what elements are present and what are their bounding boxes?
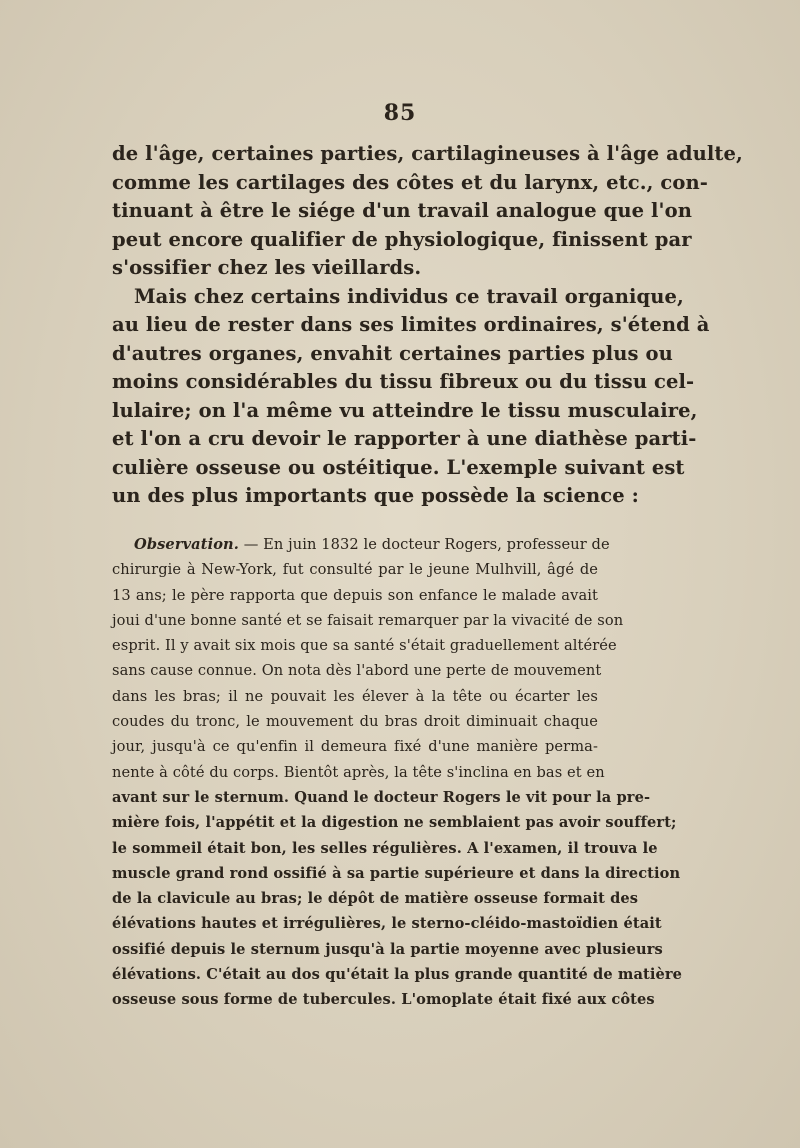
text-line: coudes du tronc, le mouvement du bras droit diminuait chaque (112, 713, 598, 731)
text-line: s'ossifier chez les vieillards. (112, 256, 422, 279)
text-line: osseuse sous forme de tubercules. L'omoplate était fixé aux côtes (112, 991, 655, 1009)
text-line: le sommeil était bon, les selles régulières. A l'examen, il trouva le (112, 839, 658, 857)
page-number: 85 (383, 100, 417, 126)
text-line: élévations hautes et irrégulières, le sterno-cléido-mastoïdien était (112, 915, 662, 933)
observation-title: Observation. (134, 536, 239, 553)
text-line: peut encore qualifier de physiologique, finissent par (112, 227, 692, 251)
text-line: jour, jusqu'à ce qu'enfin il demeura fixé d'une manière perma- (112, 738, 598, 756)
text-line: avant sur le sternum. Quand le docteur Rogers le vit pour la pre- (112, 788, 651, 806)
text-line: nente à côté du corps. Bientôt après, la tête s'inclina en bas et en (112, 763, 605, 781)
text-line: Mais chez certains individus ce travail organique, (134, 284, 684, 308)
paragraph-1 (112, 140, 743, 283)
text-line: dans les bras; il ne pouvait les élever à la tête ou écarter les (112, 687, 598, 705)
text-line: joui d'une bonne santé et se faisait remarquer par la vivacité de son (112, 611, 624, 629)
text-line: muscle grand rond ossifié à sa partie supérieure et dans la direction (112, 864, 681, 882)
main-text (112, 140, 743, 511)
text-line: 13 ans; le père rapporta que depuis son enfance le malade avait (112, 586, 598, 604)
text-line: sans cause connue. On nota dès l'abord une perte de mouvement (112, 662, 602, 680)
text-line: esprit. Il y avait six mois que sa santé s'était graduellement altérée (112, 637, 617, 655)
text-line: moins considérables du tissu fibreux ou du tissu cel- (112, 370, 695, 393)
text-line: lulaire; on l'a même vu atteindre le tissu musculaire, (112, 398, 698, 422)
text-line: d'autres organes, envahit certaines parties plus ou (112, 341, 673, 365)
text-line: tinuant à être le siége d'un travail analogue que l'on (112, 199, 692, 222)
text-line: un des plus importants que possède la science : (112, 484, 639, 507)
text-line: chirurgie à New-York, fut consulté par le jeune Mulhvill, âgé de (112, 561, 598, 579)
text-line: et l'on a cru devoir le rapporter à une diathèse parti- (112, 427, 697, 450)
text-line: ossifié depuis le sternum jusqu'à la partie moyenne avec plusieurs (112, 940, 663, 958)
text-line: élévations. C'était au dos qu'était la plus grande quantité de matière (112, 966, 683, 984)
text-line: culière osseuse ou ostéitique. L'exemple suivant est (112, 455, 685, 479)
text-line (112, 532, 610, 557)
observation-paragraph (112, 532, 683, 1013)
text-line: mière fois, l'appétit et la digestion ne semblaient pas avoir souffert; (112, 814, 677, 832)
text-line: de la clavicule au bras; le dépôt de matière osseuse formait des (112, 890, 639, 908)
paragraph-2 (112, 283, 710, 511)
text-line: de l'âge, certaines parties, cartilagineuses à l'âge adulte, (112, 142, 743, 165)
text-line: comme les cartilages des côtes et du larynx, etc., con- (112, 170, 708, 194)
observation-text (112, 532, 683, 1013)
observation-first-line: — En juin 1832 le docteur Rogers, professeur de (238, 536, 610, 553)
text-line: au lieu de rester dans ses limites ordinaires, s'étend à (112, 313, 710, 336)
